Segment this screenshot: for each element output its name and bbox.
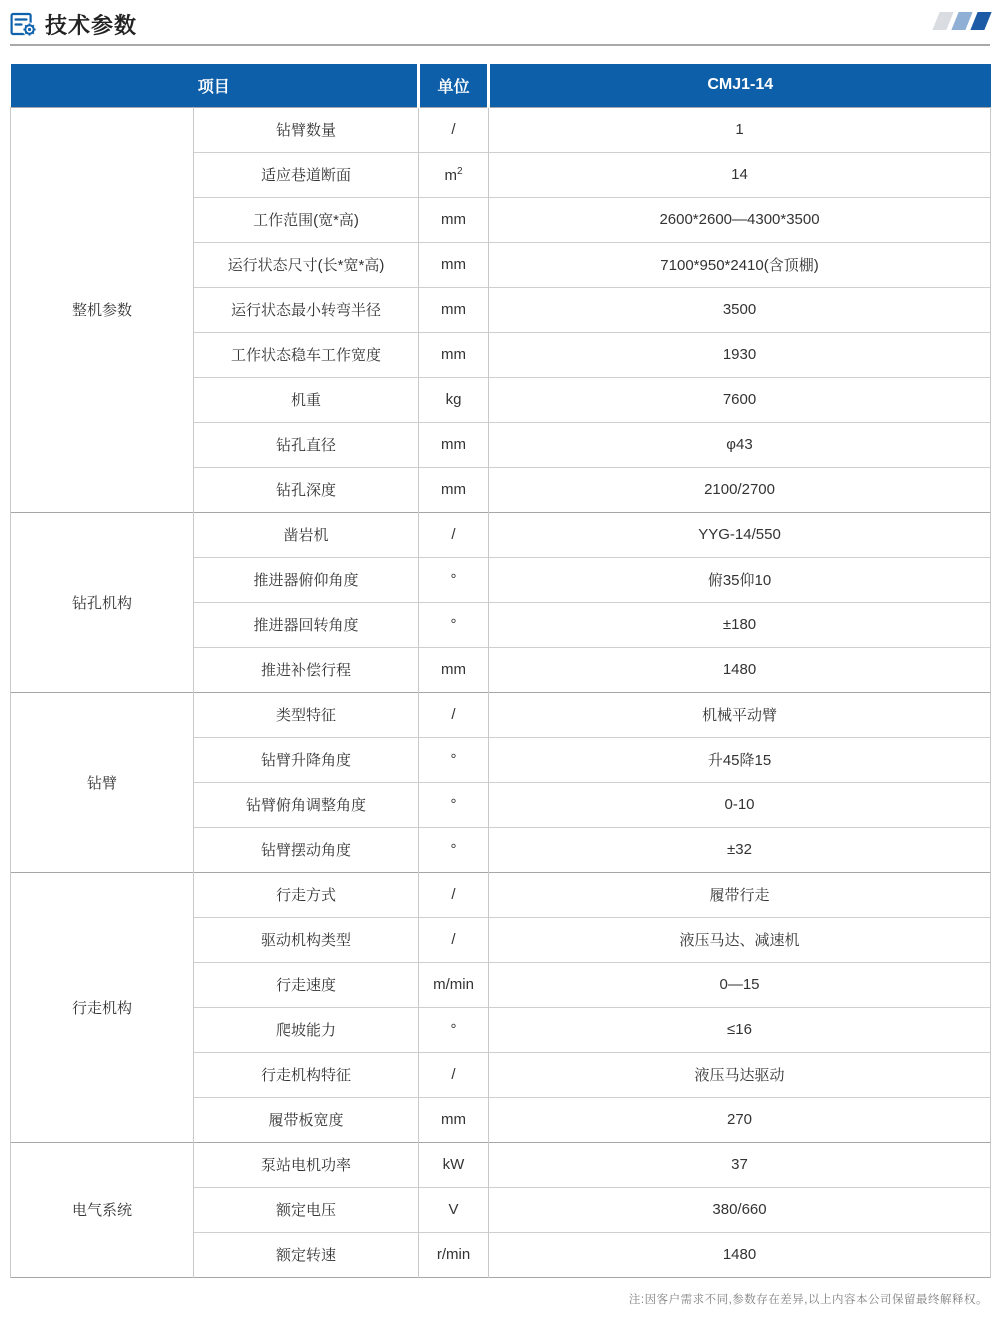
spec-table-wrap bbox=[0, 46, 1000, 1278]
table-row bbox=[11, 512, 991, 557]
unit-cell: / bbox=[419, 917, 489, 962]
unit-cell: kg bbox=[419, 377, 489, 422]
unit-cell: mm bbox=[419, 422, 489, 467]
header-unit: 单位 bbox=[419, 64, 489, 107]
param-cell: 行走机构特征 bbox=[194, 1052, 419, 1097]
param-cell: 钻臂俯角调整角度 bbox=[194, 782, 419, 827]
unit-cell: ° bbox=[419, 557, 489, 602]
value-cell: 0—15 bbox=[489, 962, 991, 1007]
unit-cell: / bbox=[419, 692, 489, 737]
value-cell: 液压马达驱动 bbox=[489, 1052, 991, 1097]
header-model: CMJ1-14 bbox=[489, 64, 991, 107]
value-cell: ±180 bbox=[489, 602, 991, 647]
unit-cell: / bbox=[419, 512, 489, 557]
unit-cell: mm bbox=[419, 197, 489, 242]
value-cell: 380/660 bbox=[489, 1187, 991, 1232]
page-header bbox=[0, 0, 1000, 46]
value-cell: ±32 bbox=[489, 827, 991, 872]
param-cell: 钻孔深度 bbox=[194, 467, 419, 512]
param-cell: 泵站电机功率 bbox=[194, 1142, 419, 1187]
unit-cell: kW bbox=[419, 1142, 489, 1187]
page-title: 技术参数 bbox=[45, 12, 138, 38]
param-cell: 钻臂摆动角度 bbox=[194, 827, 419, 872]
param-cell: 运行状态最小转弯半径 bbox=[194, 287, 419, 332]
param-cell: 凿岩机 bbox=[194, 512, 419, 557]
param-cell: 类型特征 bbox=[194, 692, 419, 737]
param-cell: 钻臂升降角度 bbox=[194, 737, 419, 782]
param-cell: 推进器俯仰角度 bbox=[194, 557, 419, 602]
unit-cell: r/min bbox=[419, 1232, 489, 1277]
accent-bar-light-blue bbox=[951, 12, 972, 30]
unit-cell: mm bbox=[419, 1097, 489, 1142]
unit-cell: / bbox=[419, 107, 489, 152]
param-cell: 履带板宽度 bbox=[194, 1097, 419, 1142]
param-cell: 驱动机构类型 bbox=[194, 917, 419, 962]
document-gear-icon bbox=[10, 12, 37, 37]
unit-cell: ° bbox=[419, 602, 489, 647]
value-cell: 270 bbox=[489, 1097, 991, 1142]
param-cell: 工作范围(宽*高) bbox=[194, 197, 419, 242]
value-cell: YYG-14/550 bbox=[489, 512, 991, 557]
unit-cell: $m^2$ bbox=[419, 152, 489, 197]
table-row bbox=[11, 872, 991, 917]
category-cell: 行走机构 bbox=[11, 872, 194, 1142]
value-cell: 7600 bbox=[489, 377, 991, 422]
header-item: 项目 bbox=[197, 78, 230, 96]
corner-accent-decoration bbox=[936, 12, 988, 30]
param-cell: 运行状态尺寸(长*宽*高) bbox=[194, 242, 419, 287]
table-header-row bbox=[11, 64, 991, 107]
unit-cell: m/min bbox=[419, 962, 489, 1007]
unit-cell: mm bbox=[419, 332, 489, 377]
value-cell: 履带行走 bbox=[489, 872, 991, 917]
value-cell: 俯35仰10 bbox=[489, 557, 991, 602]
accent-bar-gray bbox=[932, 12, 953, 30]
unit-cell: V bbox=[419, 1187, 489, 1232]
value-cell: φ43 bbox=[489, 422, 991, 467]
param-cell: 推进器回转角度 bbox=[194, 602, 419, 647]
value-cell: 14 bbox=[489, 152, 991, 197]
value-cell: 1480 bbox=[489, 647, 991, 692]
unit-cell: ° bbox=[419, 827, 489, 872]
value-cell: 1 bbox=[489, 107, 991, 152]
spec-table bbox=[10, 64, 991, 1278]
category-cell: 整机参数 bbox=[11, 107, 194, 512]
table-row bbox=[11, 692, 991, 737]
unit-cell: ° bbox=[419, 1007, 489, 1052]
param-cell: 钻臂数量 bbox=[194, 107, 419, 152]
param-cell: 爬坡能力 bbox=[194, 1007, 419, 1052]
param-cell: 额定转速 bbox=[194, 1232, 419, 1277]
value-cell: 1930 bbox=[489, 332, 991, 377]
param-cell: 行走速度 bbox=[194, 962, 419, 1007]
param-cell: 适应巷道断面 bbox=[194, 152, 419, 197]
value-cell: 2100/2700 bbox=[489, 467, 991, 512]
unit-cell: mm bbox=[419, 242, 489, 287]
unit-cell: mm bbox=[419, 467, 489, 512]
param-cell: 额定电压 bbox=[194, 1187, 419, 1232]
value-cell: 2600*2600—4300*3500 bbox=[489, 197, 991, 242]
unit-cell: ° bbox=[419, 737, 489, 782]
value-cell: 机械平动臂 bbox=[489, 692, 991, 737]
unit-cell: mm bbox=[419, 287, 489, 332]
title-underline bbox=[10, 44, 990, 46]
value-cell: 0-10 bbox=[489, 782, 991, 827]
param-cell: 机重 bbox=[194, 377, 419, 422]
table-row bbox=[11, 1142, 991, 1187]
param-cell: 推进补偿行程 bbox=[194, 647, 419, 692]
value-cell: 7100*950*2410(含顶棚) bbox=[489, 242, 991, 287]
value-cell: 液压马达、减速机 bbox=[489, 917, 991, 962]
value-cell: 3500 bbox=[489, 287, 991, 332]
value-cell: 37 bbox=[489, 1142, 991, 1187]
category-cell: 钻臂 bbox=[11, 692, 194, 872]
unit-cell: / bbox=[419, 872, 489, 917]
param-cell: 钻孔直径 bbox=[194, 422, 419, 467]
table-row bbox=[11, 107, 991, 152]
value-cell: 1480 bbox=[489, 1232, 991, 1277]
value-cell: 升45降15 bbox=[489, 737, 991, 782]
unit-cell: ° bbox=[419, 782, 489, 827]
param-cell: 工作状态稳车工作宽度 bbox=[194, 332, 419, 377]
table-body bbox=[11, 107, 991, 1277]
category-cell: 电气系统 bbox=[11, 1142, 194, 1277]
value-cell: ≤16 bbox=[489, 1007, 991, 1052]
category-cell: 钻孔机构 bbox=[11, 512, 194, 692]
footer-note: 注:因客户需求不同,参数存在差异,以上内容本公司保留最终解释权。 bbox=[628, 1294, 988, 1306]
param-cell: 行走方式 bbox=[194, 872, 419, 917]
unit-cell: / bbox=[419, 1052, 489, 1097]
unit-cell: mm bbox=[419, 647, 489, 692]
